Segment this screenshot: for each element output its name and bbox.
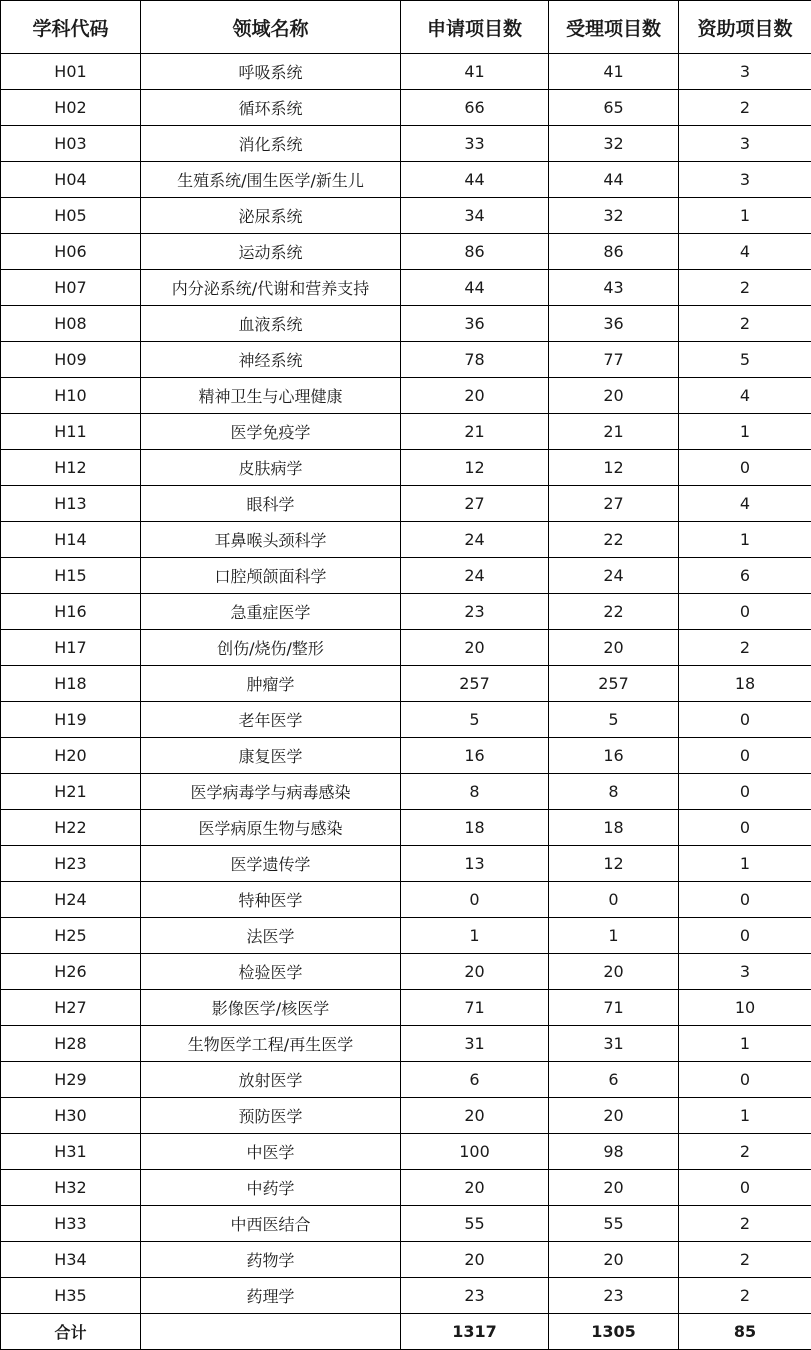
table-row — [1, 1098, 811, 1134]
total-applied: 1317 — [401, 1314, 549, 1350]
cell-funded-count: 4 — [679, 378, 811, 414]
cell-applied-count: 24 — [401, 522, 549, 558]
cell-field-name: 康复医学 — [141, 738, 401, 774]
cell-accepted-count: 21 — [549, 414, 679, 450]
cell-accepted-count: 5 — [549, 702, 679, 738]
table-row — [1, 126, 811, 162]
cell-applied-count: 78 — [401, 342, 549, 378]
table-row — [1, 918, 811, 954]
cell-subject-code: H07 — [1, 270, 141, 306]
cell-subject-code: H04 — [1, 162, 141, 198]
table-row — [1, 1278, 811, 1314]
cell-subject-code: H11 — [1, 414, 141, 450]
cell-subject-code: H24 — [1, 882, 141, 918]
cell-accepted-count: 20 — [549, 1242, 679, 1278]
total-field-name — [141, 1314, 401, 1350]
cell-applied-count: 20 — [401, 1242, 549, 1278]
cell-subject-code: H34 — [1, 1242, 141, 1278]
total-accepted: 1305 — [549, 1314, 679, 1350]
cell-subject-code: H03 — [1, 126, 141, 162]
cell-applied-count: 20 — [401, 1098, 549, 1134]
cell-subject-code: H12 — [1, 450, 141, 486]
cell-field-name: 生殖系统/围生医学/新生儿 — [141, 162, 401, 198]
cell-field-name: 医学病毒学与病毒感染 — [141, 774, 401, 810]
cell-accepted-count: 27 — [549, 486, 679, 522]
cell-funded-count: 0 — [679, 738, 811, 774]
cell-field-name: 精神卫生与心理健康 — [141, 378, 401, 414]
cell-field-name: 内分泌系统/代谢和营养支持 — [141, 270, 401, 306]
cell-funded-count: 0 — [679, 918, 811, 954]
cell-subject-code: H35 — [1, 1278, 141, 1314]
cell-accepted-count: 20 — [549, 1098, 679, 1134]
table-row — [1, 198, 811, 234]
cell-funded-count: 3 — [679, 162, 811, 198]
cell-field-name: 急重症医学 — [141, 594, 401, 630]
cell-subject-code: H18 — [1, 666, 141, 702]
cell-subject-code: H33 — [1, 1206, 141, 1242]
cell-subject-code: H22 — [1, 810, 141, 846]
cell-field-name: 耳鼻喉头颈科学 — [141, 522, 401, 558]
cell-accepted-count: 16 — [549, 738, 679, 774]
cell-subject-code: H02 — [1, 90, 141, 126]
cell-applied-count: 257 — [401, 666, 549, 702]
table-row — [1, 414, 811, 450]
cell-field-name: 医学免疫学 — [141, 414, 401, 450]
cell-subject-code: H10 — [1, 378, 141, 414]
cell-applied-count: 20 — [401, 378, 549, 414]
cell-field-name: 皮肤病学 — [141, 450, 401, 486]
cell-field-name: 创伤/烧伤/整形 — [141, 630, 401, 666]
table-body — [1, 54, 811, 1314]
cell-funded-count: 10 — [679, 990, 811, 1026]
cell-field-name: 药理学 — [141, 1278, 401, 1314]
table-row — [1, 90, 811, 126]
cell-funded-count: 2 — [679, 630, 811, 666]
cell-applied-count: 33 — [401, 126, 549, 162]
cell-accepted-count: 18 — [549, 810, 679, 846]
cell-applied-count: 44 — [401, 162, 549, 198]
cell-field-name: 药物学 — [141, 1242, 401, 1278]
cell-subject-code: H19 — [1, 702, 141, 738]
cell-subject-code: H01 — [1, 54, 141, 90]
table-row — [1, 882, 811, 918]
cell-field-name: 中西医结合 — [141, 1206, 401, 1242]
cell-funded-count: 3 — [679, 126, 811, 162]
table-row — [1, 702, 811, 738]
table-row — [1, 1026, 811, 1062]
cell-field-name: 中医学 — [141, 1134, 401, 1170]
cell-subject-code: H16 — [1, 594, 141, 630]
total-row — [1, 1314, 811, 1350]
cell-accepted-count: 20 — [549, 954, 679, 990]
cell-field-name: 血液系统 — [141, 306, 401, 342]
table-row — [1, 810, 811, 846]
cell-accepted-count: 22 — [549, 522, 679, 558]
cell-applied-count: 55 — [401, 1206, 549, 1242]
cell-accepted-count: 0 — [549, 882, 679, 918]
header-row — [1, 1, 811, 54]
header-field-name: 领域名称 — [141, 1, 401, 54]
cell-accepted-count: 257 — [549, 666, 679, 702]
cell-applied-count: 20 — [401, 954, 549, 990]
cell-subject-code: H17 — [1, 630, 141, 666]
cell-field-name: 中药学 — [141, 1170, 401, 1206]
cell-applied-count: 36 — [401, 306, 549, 342]
cell-applied-count: 1 — [401, 918, 549, 954]
cell-funded-count: 1 — [679, 198, 811, 234]
cell-funded-count: 5 — [679, 342, 811, 378]
total-label: 合计 — [1, 1314, 141, 1350]
cell-field-name: 特种医学 — [141, 882, 401, 918]
cell-field-name: 放射医学 — [141, 1062, 401, 1098]
cell-field-name: 医学病原生物与感染 — [141, 810, 401, 846]
cell-applied-count: 6 — [401, 1062, 549, 1098]
cell-funded-count: 1 — [679, 1026, 811, 1062]
cell-subject-code: H20 — [1, 738, 141, 774]
cell-funded-count: 2 — [679, 306, 811, 342]
cell-applied-count: 5 — [401, 702, 549, 738]
cell-field-name: 运动系统 — [141, 234, 401, 270]
cell-accepted-count: 32 — [549, 198, 679, 234]
table-row — [1, 342, 811, 378]
cell-applied-count: 8 — [401, 774, 549, 810]
cell-accepted-count: 98 — [549, 1134, 679, 1170]
cell-funded-count: 2 — [679, 1278, 811, 1314]
cell-accepted-count: 36 — [549, 306, 679, 342]
cell-applied-count: 41 — [401, 54, 549, 90]
cell-accepted-count: 86 — [549, 234, 679, 270]
table-row — [1, 846, 811, 882]
cell-applied-count: 23 — [401, 594, 549, 630]
cell-subject-code: H15 — [1, 558, 141, 594]
cell-funded-count: 6 — [679, 558, 811, 594]
cell-subject-code: H21 — [1, 774, 141, 810]
cell-accepted-count: 41 — [549, 54, 679, 90]
cell-funded-count: 2 — [679, 1134, 811, 1170]
table-row — [1, 1206, 811, 1242]
cell-funded-count: 18 — [679, 666, 811, 702]
cell-accepted-count: 24 — [549, 558, 679, 594]
cell-funded-count: 0 — [679, 882, 811, 918]
cell-field-name: 呼吸系统 — [141, 54, 401, 90]
cell-subject-code: H25 — [1, 918, 141, 954]
cell-applied-count: 34 — [401, 198, 549, 234]
table-row — [1, 1134, 811, 1170]
table-row — [1, 378, 811, 414]
total-funded: 85 — [679, 1314, 811, 1350]
cell-funded-count: 1 — [679, 522, 811, 558]
cell-applied-count: 18 — [401, 810, 549, 846]
cell-subject-code: H14 — [1, 522, 141, 558]
cell-funded-count: 4 — [679, 234, 811, 270]
table-row — [1, 486, 811, 522]
table-row — [1, 954, 811, 990]
cell-applied-count: 100 — [401, 1134, 549, 1170]
cell-funded-count: 0 — [679, 450, 811, 486]
cell-funded-count: 0 — [679, 774, 811, 810]
table-row — [1, 990, 811, 1026]
cell-field-name: 检验医学 — [141, 954, 401, 990]
cell-accepted-count: 20 — [549, 378, 679, 414]
cell-funded-count: 1 — [679, 1098, 811, 1134]
table-row — [1, 666, 811, 702]
cell-funded-count: 3 — [679, 54, 811, 90]
cell-accepted-count: 55 — [549, 1206, 679, 1242]
cell-field-name: 循环系统 — [141, 90, 401, 126]
cell-subject-code: H30 — [1, 1098, 141, 1134]
cell-funded-count: 2 — [679, 270, 811, 306]
cell-accepted-count: 23 — [549, 1278, 679, 1314]
cell-applied-count: 20 — [401, 1170, 549, 1206]
cell-subject-code: H13 — [1, 486, 141, 522]
cell-accepted-count: 32 — [549, 126, 679, 162]
cell-field-name: 生物医学工程/再生医学 — [141, 1026, 401, 1062]
cell-accepted-count: 65 — [549, 90, 679, 126]
cell-subject-code: H29 — [1, 1062, 141, 1098]
cell-field-name: 法医学 — [141, 918, 401, 954]
cell-funded-count: 0 — [679, 702, 811, 738]
cell-subject-code: H08 — [1, 306, 141, 342]
cell-funded-count: 2 — [679, 1242, 811, 1278]
cell-accepted-count: 71 — [549, 990, 679, 1026]
cell-subject-code: H06 — [1, 234, 141, 270]
cell-accepted-count: 6 — [549, 1062, 679, 1098]
cell-funded-count: 0 — [679, 810, 811, 846]
table-row — [1, 522, 811, 558]
cell-field-name: 影像医学/核医学 — [141, 990, 401, 1026]
cell-applied-count: 13 — [401, 846, 549, 882]
header-applied-count: 申请项目数 — [401, 1, 549, 54]
cell-subject-code: H26 — [1, 954, 141, 990]
cell-applied-count: 12 — [401, 450, 549, 486]
cell-accepted-count: 1 — [549, 918, 679, 954]
table-row — [1, 306, 811, 342]
cell-subject-code: H09 — [1, 342, 141, 378]
cell-funded-count: 0 — [679, 1170, 811, 1206]
cell-funded-count: 1 — [679, 846, 811, 882]
table-row — [1, 1062, 811, 1098]
cell-field-name: 神经系统 — [141, 342, 401, 378]
table-row — [1, 234, 811, 270]
cell-field-name: 肿瘤学 — [141, 666, 401, 702]
cell-applied-count: 21 — [401, 414, 549, 450]
cell-subject-code: H23 — [1, 846, 141, 882]
cell-accepted-count: 20 — [549, 1170, 679, 1206]
header-accepted-count: 受理项目数 — [549, 1, 679, 54]
cell-accepted-count: 22 — [549, 594, 679, 630]
table-row — [1, 594, 811, 630]
cell-field-name: 消化系统 — [141, 126, 401, 162]
table-row — [1, 1170, 811, 1206]
cell-accepted-count: 31 — [549, 1026, 679, 1062]
cell-field-name: 老年医学 — [141, 702, 401, 738]
cell-field-name: 口腔颅颌面科学 — [141, 558, 401, 594]
cell-applied-count: 31 — [401, 1026, 549, 1062]
cell-funded-count: 1 — [679, 414, 811, 450]
cell-subject-code: H28 — [1, 1026, 141, 1062]
header-funded-count: 资助项目数 — [679, 1, 811, 54]
cell-accepted-count: 44 — [549, 162, 679, 198]
cell-accepted-count: 77 — [549, 342, 679, 378]
cell-subject-code: H05 — [1, 198, 141, 234]
table-row — [1, 54, 811, 90]
table-row — [1, 1242, 811, 1278]
cell-accepted-count: 12 — [549, 450, 679, 486]
cell-field-name: 泌尿系统 — [141, 198, 401, 234]
cell-applied-count: 86 — [401, 234, 549, 270]
table-row — [1, 738, 811, 774]
table-row — [1, 270, 811, 306]
cell-subject-code: H31 — [1, 1134, 141, 1170]
table-row — [1, 162, 811, 198]
cell-funded-count: 0 — [679, 594, 811, 630]
cell-applied-count: 66 — [401, 90, 549, 126]
table-row — [1, 774, 811, 810]
cell-accepted-count: 20 — [549, 630, 679, 666]
cell-accepted-count: 43 — [549, 270, 679, 306]
cell-applied-count: 16 — [401, 738, 549, 774]
header-subject-code: 学科代码 — [1, 1, 141, 54]
cell-subject-code: H27 — [1, 990, 141, 1026]
cell-field-name: 医学遗传学 — [141, 846, 401, 882]
cell-applied-count: 20 — [401, 630, 549, 666]
cell-applied-count: 44 — [401, 270, 549, 306]
table-row — [1, 450, 811, 486]
cell-funded-count: 4 — [679, 486, 811, 522]
cell-applied-count: 24 — [401, 558, 549, 594]
cell-funded-count: 3 — [679, 954, 811, 990]
table-row — [1, 558, 811, 594]
cell-funded-count: 2 — [679, 90, 811, 126]
cell-funded-count: 2 — [679, 1206, 811, 1242]
cell-applied-count: 23 — [401, 1278, 549, 1314]
cell-field-name: 预防医学 — [141, 1098, 401, 1134]
cell-applied-count: 0 — [401, 882, 549, 918]
table-row — [1, 630, 811, 666]
cell-accepted-count: 12 — [549, 846, 679, 882]
cell-field-name: 眼科学 — [141, 486, 401, 522]
cell-applied-count: 27 — [401, 486, 549, 522]
cell-accepted-count: 8 — [549, 774, 679, 810]
cell-subject-code: H32 — [1, 1170, 141, 1206]
cell-funded-count: 0 — [679, 1062, 811, 1098]
cell-applied-count: 71 — [401, 990, 549, 1026]
